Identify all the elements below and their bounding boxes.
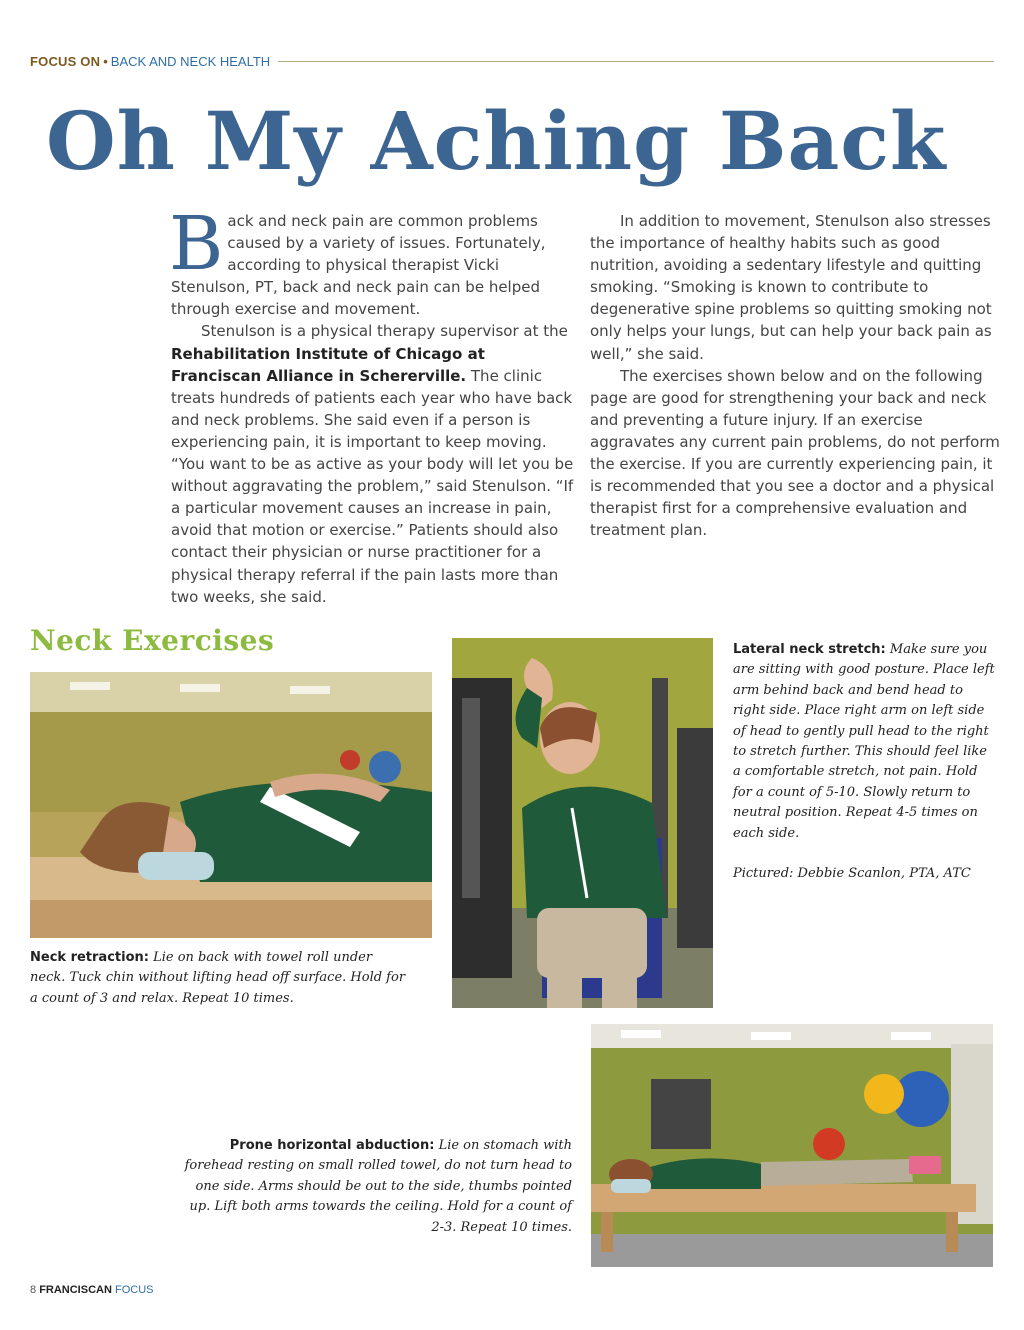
footer-brand: FRANCISCAN [39, 1284, 112, 1296]
lateral-neck-stretch-photo [452, 638, 713, 1008]
caption-lead: Lateral neck stretch: [733, 642, 886, 657]
page-number: 8 [30, 1284, 37, 1296]
caption-text: Lie on back with towel roll under neck. Tuck chin without lifting head off surface. Hold for a count of 3 and relax. Repeat 10 times. [30, 950, 406, 1006]
header-topic-label: BACK AND NECK HEALTH [110, 53, 271, 69]
neck-exercises-heading: Neck Exercises [30, 624, 275, 657]
caption-lead: Neck retraction: [30, 950, 149, 965]
lateral-neck-stretch-caption [733, 640, 995, 884]
caption-text: Lie on stomach with forehead resting on small rolled towel, do not turn head to one side. Arms should be out to the side, thumbs pointed up. Lift both arms towards the ceiling. Hold for a count of 2-3. Repeat 10 times. [184, 1138, 572, 1235]
article-column-2 [590, 210, 1000, 541]
article-paragraph: In addition to movement, Stenulson also stresses the importance of healthy habits such as good nutrition, avoiding a sedentary lifestyle and quitting smoking. “Smoking is known to contribute to degenerative spine problems so quitting smoking not only helps your lungs, but can help your back pain as well,” she said. [590, 212, 992, 363]
paragraph-text: The clinic treats hundreds of patients each year who have back and neck problems. She said even if a person is experiencing pain, it is important to keep moving. “You want to be as active as your body will let you be without aggravating the problem,” said Stenulson. “If a particular movement causes an increase in pain, avoid that motion or exercise.” Patients should also contact their physician or nurse practitioner for a physical therapy referral if the pain lasts more than two weeks, she said. [171, 366, 574, 606]
photo-credit: Pictured: Debbie Scanlon, PTA, ATC [733, 866, 971, 882]
paragraph-text: ack and neck pain are common problems caused by a variety of issues. Fortunately, according to physical therapist Vicki Stenulson, PT, back and neck pain can be helped through exercise and movement. [171, 212, 546, 319]
caption-text: Make sure you are sitting with good posture. Place left arm behind back and bend head to right side. Place right arm on left side of head to gently pull head to the right to stretch further. This should feel like a comfortable stretch, not pain. Hold for a count of 5-10. Slowly return to neutral position. Repeat 4-5 times on each side. [733, 642, 995, 841]
caption-lead: Prone horizontal abduction: [229, 1138, 435, 1153]
article-column-1 [169, 201, 575, 608]
prone-abduction-caption [176, 1136, 572, 1238]
paragraph-text: Stenulson is a physical therapy supervisor at the [201, 322, 568, 341]
drop-cap: B [169, 201, 224, 287]
header-section-label: FOCUS ON [30, 53, 101, 69]
prone-abduction-photo [591, 1024, 993, 1267]
section-header [30, 52, 994, 70]
header-rule [278, 61, 994, 62]
page-footer [30, 1284, 153, 1296]
header-separator: • [103, 53, 108, 69]
article-title: Oh My Aching Back [46, 94, 947, 188]
neck-retraction-caption [30, 948, 410, 1009]
footer-focus: FOCUS [114, 1284, 154, 1296]
neck-retraction-photo [30, 672, 432, 938]
article-paragraph: The exercises shown below and on the following page are good for strengthening your back and neck and preventing a future injury. If an exercise aggravates any current pain problems, do not perform the exercise. If you are currently experiencing pain, it is recommended that you see a doctor and a physical therapist first for a comprehensive evaluation and treatment plan. [590, 366, 1000, 540]
clinic-name: Rehabilitation Institute of Chicago at Franciscan Alliance in Schererville. [171, 344, 485, 385]
article-paragraph [169, 201, 575, 320]
article-paragraph [171, 320, 575, 607]
